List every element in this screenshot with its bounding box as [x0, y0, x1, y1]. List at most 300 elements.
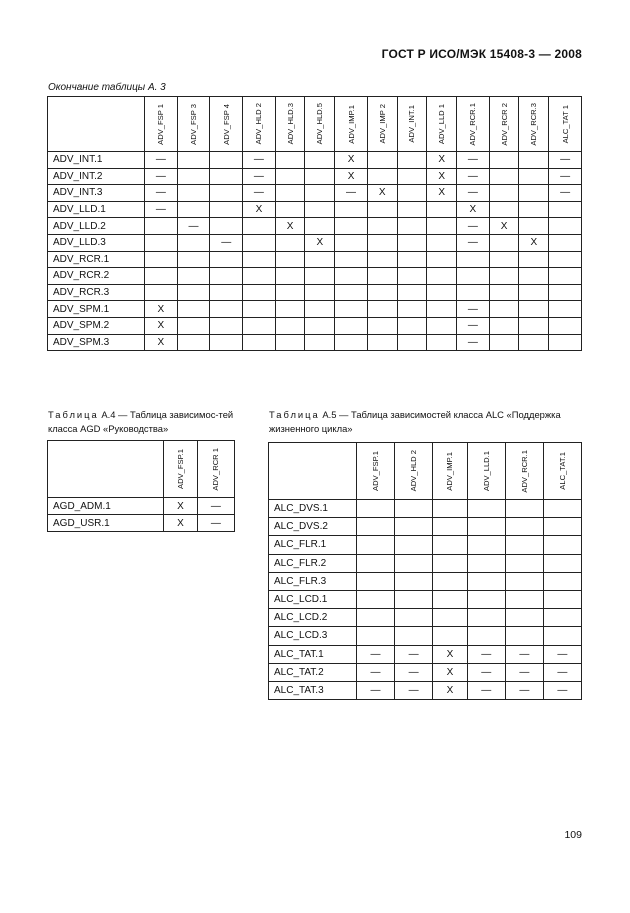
- table-cell: [275, 268, 305, 285]
- table-cell: [489, 185, 519, 202]
- table-cell: [489, 168, 519, 185]
- table-cell: [275, 234, 305, 251]
- table-row: [269, 572, 582, 590]
- table-cell: [549, 234, 582, 251]
- column-header: [210, 97, 243, 152]
- table-cell: [177, 301, 210, 318]
- table-cell: —: [543, 645, 581, 663]
- column-header-label: ADV_FSP 3: [189, 103, 199, 145]
- column-header: [397, 97, 427, 152]
- table-cell: —: [357, 663, 395, 681]
- table-cell: [433, 536, 468, 554]
- table-cell: [433, 500, 468, 518]
- table-cell: [505, 554, 543, 572]
- table-cell: —: [457, 152, 490, 169]
- table-cell: X: [335, 152, 368, 169]
- table-cell: [367, 234, 397, 251]
- table-cell: [177, 334, 210, 351]
- table-cell: [243, 268, 276, 285]
- table-cell: [367, 152, 397, 169]
- column-header-label: ADV_RCR 2: [499, 102, 509, 146]
- page-number: 109: [564, 829, 582, 841]
- column-header-label: ADV_FSP.1: [371, 451, 381, 491]
- table-cell: X: [275, 218, 305, 235]
- table-cell: [467, 554, 505, 572]
- table-cell: [433, 518, 468, 536]
- table-cell: [397, 185, 427, 202]
- table-cell: [177, 185, 210, 202]
- table-cell: [145, 251, 178, 268]
- table-cell: [397, 218, 427, 235]
- table-cell: [397, 152, 427, 169]
- table-cell: [427, 234, 457, 251]
- row-label: ADV_INT.2: [48, 168, 145, 185]
- table-cell: [505, 627, 543, 645]
- table-cell: [145, 268, 178, 285]
- table-cell: [433, 554, 468, 572]
- row-label: ADV_SPM.2: [48, 317, 145, 334]
- table-cell: —: [395, 645, 433, 663]
- table-cell: [519, 201, 549, 218]
- table-cell: [395, 590, 433, 608]
- table-cell: [433, 572, 468, 590]
- table-cell: —: [243, 185, 276, 202]
- column-header-label: ADV_RCR.1: [468, 102, 478, 146]
- table-cell: [457, 251, 490, 268]
- row-label: ALC_TAT.3: [269, 681, 357, 699]
- table-cell: [467, 500, 505, 518]
- table-cell: [467, 572, 505, 590]
- table-cell: [543, 590, 581, 608]
- column-header: [357, 443, 395, 500]
- row-label: AGD_ADM.1: [48, 498, 164, 515]
- table-cell: [427, 301, 457, 318]
- table-cell: [335, 251, 368, 268]
- table-cell: [275, 334, 305, 351]
- document-header: ГОСТ Р ИСО/МЭК 15408-3 — 2008: [381, 47, 582, 61]
- table-row: [48, 498, 235, 515]
- table-cell: [543, 609, 581, 627]
- row-label: AGD_USR.1: [48, 515, 164, 532]
- table-cell: [177, 317, 210, 334]
- table-cell: [489, 268, 519, 285]
- table-cell: [305, 152, 335, 169]
- table-cell: —: [357, 681, 395, 699]
- table-cell: [427, 317, 457, 334]
- table-cell: [305, 185, 335, 202]
- table-cell: [489, 301, 519, 318]
- table-cell: [335, 334, 368, 351]
- column-header-label: ADV_RCR 1: [211, 447, 221, 491]
- corner-cell: [48, 441, 164, 498]
- column-header-label: ADV_FSP.1: [175, 449, 185, 489]
- table-cell: [549, 201, 582, 218]
- table-cell: [305, 334, 335, 351]
- table-cell: X: [145, 334, 178, 351]
- table-cell: X: [145, 317, 178, 334]
- table-cell: [467, 590, 505, 608]
- row-label: ALC_FLR.3: [269, 572, 357, 590]
- table-cell: [243, 301, 276, 318]
- table-cell: —: [145, 152, 178, 169]
- table-cell: [549, 334, 582, 351]
- table-cell: [505, 572, 543, 590]
- column-header-label: ADV_RCR.3: [529, 102, 539, 146]
- table-cell: [357, 627, 395, 645]
- column-header: [543, 443, 581, 500]
- row-label: ALC_TAT.2: [269, 663, 357, 681]
- table-cell: [305, 251, 335, 268]
- table-cell: [275, 284, 305, 301]
- column-header-label: ADV_FSP 1: [156, 103, 166, 145]
- corner-cell: [269, 443, 357, 500]
- table-row: [48, 515, 235, 532]
- row-label: ALC_LCD.1: [269, 590, 357, 608]
- table-cell: [210, 218, 243, 235]
- table-cell: [210, 152, 243, 169]
- table-cell: [549, 218, 582, 235]
- table-cell: —: [357, 645, 395, 663]
- table-cell: [489, 334, 519, 351]
- table-header-row: [48, 441, 235, 498]
- table-cell: [519, 317, 549, 334]
- table-cell: [519, 152, 549, 169]
- table-cell: —: [243, 152, 276, 169]
- table-cell: X: [305, 234, 335, 251]
- table-cell: [433, 590, 468, 608]
- table-cell: —: [197, 515, 234, 532]
- table-row: [269, 681, 582, 699]
- column-header: [395, 443, 433, 500]
- table-cell: —: [505, 645, 543, 663]
- table-cell: —: [467, 681, 505, 699]
- table-cell: [427, 251, 457, 268]
- table-a3-caption: Окончание таблицы А. 3: [48, 82, 166, 93]
- table-cell: [549, 268, 582, 285]
- caption-text: А.4 — Таблица зависимос-тей класса AGD «Руководства»: [48, 409, 234, 434]
- column-header-label: ADV_HLD.3: [285, 103, 295, 145]
- table-cell: [395, 554, 433, 572]
- table-cell: —: [457, 317, 490, 334]
- table-cell: —: [335, 185, 368, 202]
- table-cell: X: [427, 185, 457, 202]
- table-row: [48, 251, 582, 268]
- table-cell: —: [395, 663, 433, 681]
- column-header-label: ADV_HLD 2: [409, 450, 419, 492]
- table-row: [269, 590, 582, 608]
- table-cell: [467, 609, 505, 627]
- table-cell: [427, 334, 457, 351]
- table-cell: X: [367, 185, 397, 202]
- table-cell: —: [395, 681, 433, 699]
- table-cell: [243, 234, 276, 251]
- table-cell: [367, 201, 397, 218]
- table-cell: [367, 301, 397, 318]
- table-cell: [335, 268, 368, 285]
- row-label: ALC_FLR.2: [269, 554, 357, 572]
- table-cell: —: [457, 301, 490, 318]
- table-cell: [145, 234, 178, 251]
- table-cell: [335, 317, 368, 334]
- column-header-label: ADV_RCR.1: [519, 449, 529, 493]
- table-row: [48, 185, 582, 202]
- table-cell: [397, 234, 427, 251]
- table-cell: [210, 168, 243, 185]
- table-cell: [367, 251, 397, 268]
- table-cell: [543, 627, 581, 645]
- table-row: [48, 301, 582, 318]
- table-cell: [489, 284, 519, 301]
- table-cell: X: [145, 301, 178, 318]
- table-cell: —: [505, 681, 543, 699]
- table-cell: X: [427, 168, 457, 185]
- table-cell: [397, 334, 427, 351]
- table-cell: [395, 518, 433, 536]
- table-cell: [275, 251, 305, 268]
- table-cell: —: [543, 663, 581, 681]
- table-cell: [549, 251, 582, 268]
- table-cell: —: [467, 645, 505, 663]
- table-cell: [177, 284, 210, 301]
- table-cell: [489, 234, 519, 251]
- table-row: [48, 284, 582, 301]
- column-header: [145, 97, 178, 152]
- table-cell: [305, 317, 335, 334]
- table-cell: [177, 251, 210, 268]
- table-row: [269, 536, 582, 554]
- column-header: [433, 443, 468, 500]
- table-cell: [243, 334, 276, 351]
- table-cell: [210, 317, 243, 334]
- table-cell: [177, 268, 210, 285]
- row-label: ADV_RCR.2: [48, 268, 145, 285]
- table-cell: [457, 284, 490, 301]
- caption-label: Таблица: [48, 409, 99, 420]
- table-cell: [275, 201, 305, 218]
- table-cell: [395, 609, 433, 627]
- column-header: [177, 97, 210, 152]
- table-row: [269, 627, 582, 645]
- column-header: [305, 97, 335, 152]
- table-cell: —: [467, 663, 505, 681]
- table-cell: [357, 609, 395, 627]
- column-header: [335, 97, 368, 152]
- table-cell: [367, 284, 397, 301]
- table-cell: [357, 518, 395, 536]
- row-label: ADV_SPM.3: [48, 334, 145, 351]
- column-header-label: ADV_FSP 4: [221, 103, 231, 145]
- table-cell: [367, 334, 397, 351]
- table-cell: [395, 572, 433, 590]
- table-cell: —: [197, 498, 234, 515]
- table-cell: [305, 284, 335, 301]
- table-cell: [357, 590, 395, 608]
- table-cell: [505, 609, 543, 627]
- table-row: [269, 518, 582, 536]
- table-cell: [397, 201, 427, 218]
- table-cell: [427, 201, 457, 218]
- table-cell: [519, 218, 549, 235]
- table-row: [48, 317, 582, 334]
- table-cell: [519, 251, 549, 268]
- column-header-label: ADV_INT.1: [407, 105, 417, 143]
- table-cell: [305, 268, 335, 285]
- table-cell: [305, 201, 335, 218]
- table-cell: [519, 185, 549, 202]
- table-cell: —: [457, 334, 490, 351]
- column-header: [275, 97, 305, 152]
- table-cell: [549, 301, 582, 318]
- table-cell: [335, 234, 368, 251]
- table-cell: [397, 301, 427, 318]
- row-label: ADV_LLD.1: [48, 201, 145, 218]
- row-label: ADV_SPM.1: [48, 301, 145, 318]
- table-cell: X: [457, 201, 490, 218]
- table-cell: X: [433, 681, 468, 699]
- table-row: [48, 218, 582, 235]
- table-cell: [489, 152, 519, 169]
- table-cell: [467, 627, 505, 645]
- table-cell: [177, 234, 210, 251]
- row-label: ALC_LCD.3: [269, 627, 357, 645]
- table-cell: [357, 500, 395, 518]
- column-header: [467, 443, 505, 500]
- caption-label: Таблица: [269, 409, 320, 420]
- table-row: [269, 663, 582, 681]
- column-header-label: ADV_LLD.1: [481, 450, 491, 492]
- table-cell: [543, 536, 581, 554]
- table-cell: [335, 301, 368, 318]
- table-cell: [145, 284, 178, 301]
- table-cell: [210, 301, 243, 318]
- table-cell: [357, 572, 395, 590]
- table-cell: X: [489, 218, 519, 235]
- table-cell: [357, 536, 395, 554]
- table-row: [269, 554, 582, 572]
- table-cell: X: [427, 152, 457, 169]
- table-cell: [489, 251, 519, 268]
- table-cell: [243, 284, 276, 301]
- column-header-label: ADV_IMP.1: [445, 451, 455, 491]
- table-cell: X: [433, 645, 468, 663]
- column-header-label: ADV_LLD 1: [437, 103, 447, 145]
- table-cell: [543, 572, 581, 590]
- row-label: ALC_LCD.2: [269, 609, 357, 627]
- row-label: ALC_FLR.1: [269, 536, 357, 554]
- table-a5-caption: [269, 408, 587, 436]
- table-cell: [275, 168, 305, 185]
- table-cell: —: [145, 185, 178, 202]
- column-header-label: ALC_TAT 1: [560, 104, 570, 144]
- row-label: ADV_RCR.3: [48, 284, 145, 301]
- corner-cell: [48, 97, 145, 152]
- table-cell: X: [519, 234, 549, 251]
- table-cell: [275, 301, 305, 318]
- table-header-row: [269, 443, 582, 500]
- table-a3-end: [47, 96, 582, 351]
- table-cell: [305, 301, 335, 318]
- column-header: [367, 97, 397, 152]
- table-row: [48, 268, 582, 285]
- table-cell: [543, 500, 581, 518]
- table-cell: [335, 201, 368, 218]
- table-cell: [505, 536, 543, 554]
- table-cell: X: [433, 663, 468, 681]
- table-cell: [397, 251, 427, 268]
- table-cell: [177, 168, 210, 185]
- column-header: [457, 97, 490, 152]
- column-header: [427, 97, 457, 152]
- table-cell: [519, 334, 549, 351]
- table-cell: [543, 518, 581, 536]
- row-label: ALC_TAT.1: [269, 645, 357, 663]
- table-cell: [367, 218, 397, 235]
- table-cell: X: [164, 515, 198, 532]
- column-header-label: ADV_HLD.5: [315, 103, 325, 145]
- table-cell: [489, 317, 519, 334]
- table-cell: [243, 317, 276, 334]
- table-cell: [275, 317, 305, 334]
- table-cell: —: [457, 168, 490, 185]
- table-cell: [489, 201, 519, 218]
- column-header: [489, 97, 519, 152]
- column-header-label: ADV_HLD 2: [254, 103, 264, 145]
- table-row: [48, 234, 582, 251]
- table-cell: —: [210, 234, 243, 251]
- table-cell: [397, 284, 427, 301]
- caption-text: А.5 — Таблица зависимостей класса ALC «Поддержка жизненного цикла»: [269, 409, 561, 434]
- table-cell: [210, 185, 243, 202]
- table-cell: —: [177, 218, 210, 235]
- table-a5: [268, 442, 582, 700]
- table-cell: [397, 168, 427, 185]
- table-row: [269, 609, 582, 627]
- table-cell: [243, 251, 276, 268]
- table-cell: —: [457, 218, 490, 235]
- table-cell: [395, 500, 433, 518]
- table-cell: [549, 317, 582, 334]
- table-cell: [177, 152, 210, 169]
- table-cell: [395, 627, 433, 645]
- table-cell: [549, 284, 582, 301]
- column-header: [505, 443, 543, 500]
- table-cell: [305, 218, 335, 235]
- table-cell: —: [457, 185, 490, 202]
- row-label: ADV_RCR.1: [48, 251, 145, 268]
- table-cell: [519, 168, 549, 185]
- table-row: [48, 152, 582, 169]
- table-cell: [210, 284, 243, 301]
- table-cell: —: [549, 152, 582, 169]
- row-label: ALC_DVS.1: [269, 500, 357, 518]
- row-label: ADV_INT.1: [48, 152, 145, 169]
- table-cell: [519, 284, 549, 301]
- table-cell: —: [505, 663, 543, 681]
- column-header: [519, 97, 549, 152]
- table-cell: [210, 268, 243, 285]
- table-cell: [335, 284, 368, 301]
- table-cell: [210, 201, 243, 218]
- table-cell: —: [549, 185, 582, 202]
- table-cell: [357, 554, 395, 572]
- table-cell: —: [145, 168, 178, 185]
- row-label: ADV_LLD.3: [48, 234, 145, 251]
- table-cell: [397, 317, 427, 334]
- table-cell: [305, 168, 335, 185]
- table-row: [269, 645, 582, 663]
- table-cell: [395, 536, 433, 554]
- column-header: [549, 97, 582, 152]
